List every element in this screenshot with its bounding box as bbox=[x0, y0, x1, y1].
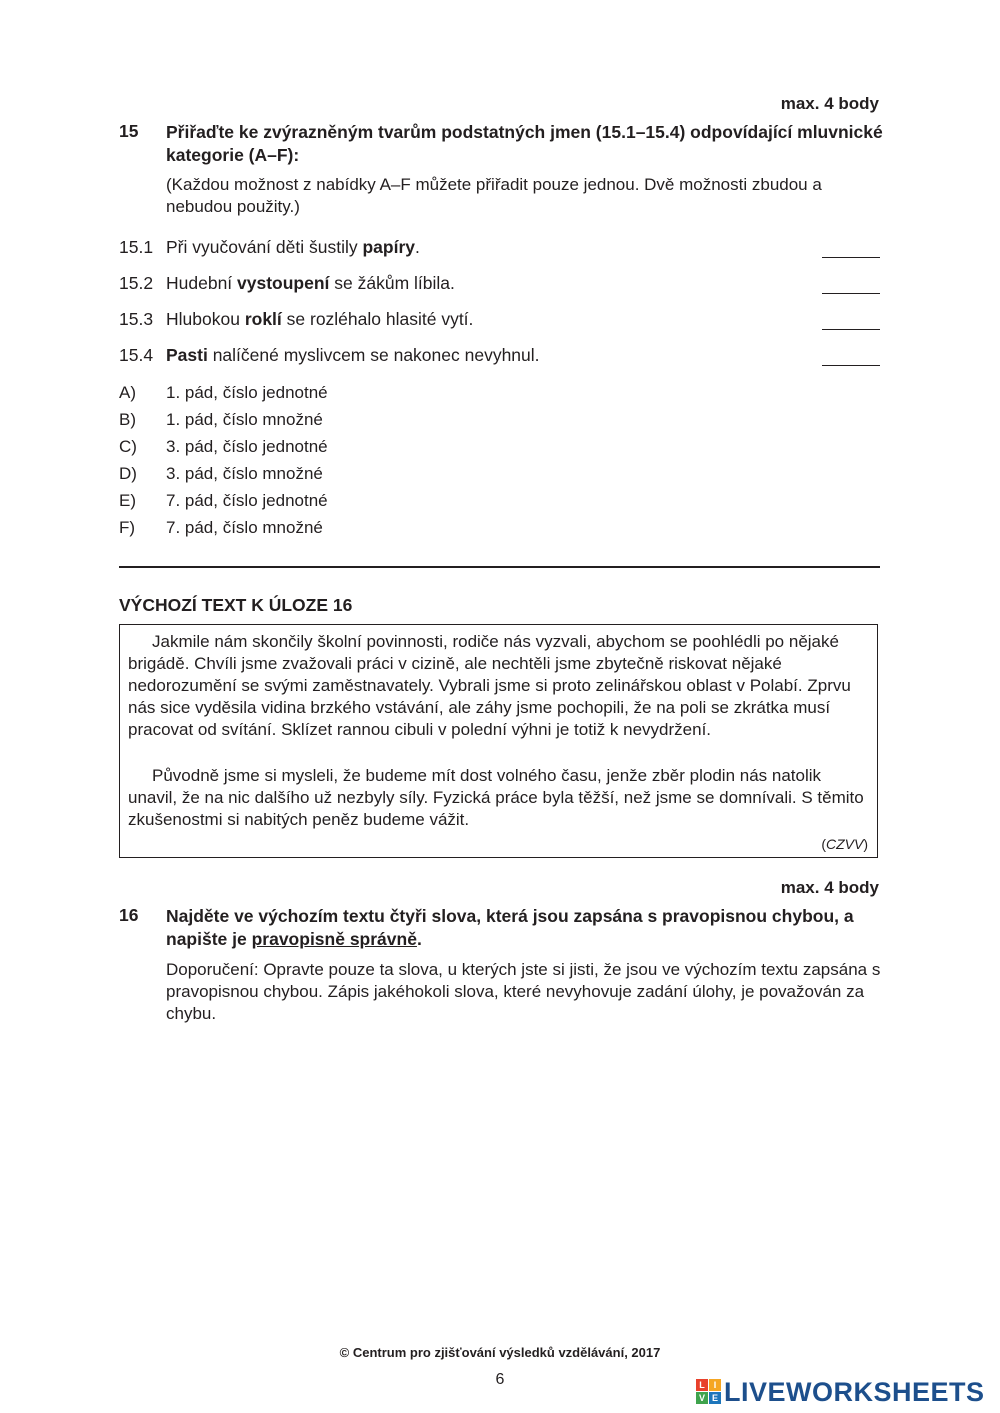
q15-note: (Každou možnost z nabídky A–F můžete přiřadit pouze jednou. Dvě možnosti zbudou a nebudou použity.) bbox=[166, 175, 822, 216]
q15-item bbox=[119, 345, 880, 371]
copyright-footer: © Centrum pro zjišťování výsledků vzdělávání, 2017 bbox=[339, 1345, 661, 1360]
source-text-title: VÝCHOZÍ TEXT K ÚLOZE 16 bbox=[119, 595, 353, 615]
highlighted-noun: Pasti bbox=[166, 345, 208, 365]
q16-max-points: max. 4 body bbox=[780, 878, 879, 897]
item-sentence: Hlubokou roklí se rozléhalo hlasité vytí. bbox=[166, 309, 474, 329]
item-sentence: Pasti nalíčené myslivcem se nakonec nevyhnul. bbox=[166, 345, 540, 365]
q15-item bbox=[119, 309, 880, 335]
source-paragraph-1: Jakmile nám skončily školní povinnosti, rodiče nás vyzvali, abychom se poohlédli po nějaké brigádě. Chvíli jsme zvažovali práci v cizině, ale nechtěli jsme zbytečně riskovat nějaké nedorozumění se svými zaměstnavately. Vybrali jsme si proto zelinářskou oblast v Polabí. Zprvu nás sice vyděsila vidina brzkého vstávání, ale záhy jsme pochopili, že na poli se zkrátka musí pracovat od svítání. Sklízet rannou cibuli v polední výhni je totiž k nevydržení. bbox=[128, 632, 851, 739]
q16-emphasis: pravopisně správně bbox=[251, 929, 417, 949]
source-text-box bbox=[119, 624, 878, 858]
highlighted-noun: vystoupení bbox=[237, 273, 330, 293]
liveworksheets-wordmark: LIVEWORKSHEETS bbox=[724, 1377, 985, 1407]
section-divider bbox=[119, 566, 880, 568]
item-number: 15.2 bbox=[119, 273, 154, 293]
liveworksheets-logo-icon: L I V E bbox=[696, 1379, 722, 1405]
q16-recommendation: Doporučení: Opravte pouze ta slova, u kterých jste si jisti, že jsou ve výchozím textu zapsána s pravopisnou chybou. Zápis jakéhokoli slova, které nevyhovuje zadání úlohy, je považován za chybu. bbox=[166, 960, 881, 1023]
answer-blank[interactable] bbox=[822, 365, 880, 366]
item-sentence: Hudební vystoupení se žákům líbila. bbox=[166, 273, 455, 293]
source-paragraph-2: Původně jsme si mysleli, že budeme mít dost volného času, jenže zběr plodin nás natolik unavil, že na nic dalšího už nezbyly síly. Fyzická práce byla těžší, než jsme se domnívali. S těmito zkušenostmi si nabitých peněz budeme vážit. bbox=[128, 766, 864, 829]
source-attribution: (CZVV) bbox=[821, 836, 868, 852]
item-number: 15.3 bbox=[119, 309, 154, 329]
answer-blank[interactable] bbox=[822, 329, 880, 330]
answer-blank[interactable] bbox=[822, 293, 880, 294]
q15-item bbox=[119, 273, 880, 299]
highlighted-noun: papíry bbox=[362, 237, 415, 257]
item-sentence: Při vyučování děti šustily papíry. bbox=[166, 237, 420, 257]
item-number: 15.1 bbox=[119, 237, 154, 257]
q15-max-points: max. 4 body bbox=[780, 94, 879, 113]
answer-blank[interactable] bbox=[822, 257, 880, 258]
page-number: 6 bbox=[495, 1371, 505, 1388]
highlighted-noun: roklí bbox=[244, 309, 282, 329]
q15-number: 15 bbox=[119, 121, 139, 141]
q16-prompt: Najděte ve výchozím textu čtyři slova, která jsou zapsána s pravopisnou chybou, a napište je pravopisně správně. bbox=[166, 906, 854, 949]
q16-number: 16 bbox=[119, 905, 139, 925]
q15-item bbox=[119, 237, 880, 263]
q15-prompt: Přiřaďte ke zvýrazněným tvarům podstatných jmen (15.1–15.4) odpovídající mluvnické kategorie (A–F): bbox=[166, 122, 883, 165]
item-number: 15.4 bbox=[119, 345, 154, 365]
